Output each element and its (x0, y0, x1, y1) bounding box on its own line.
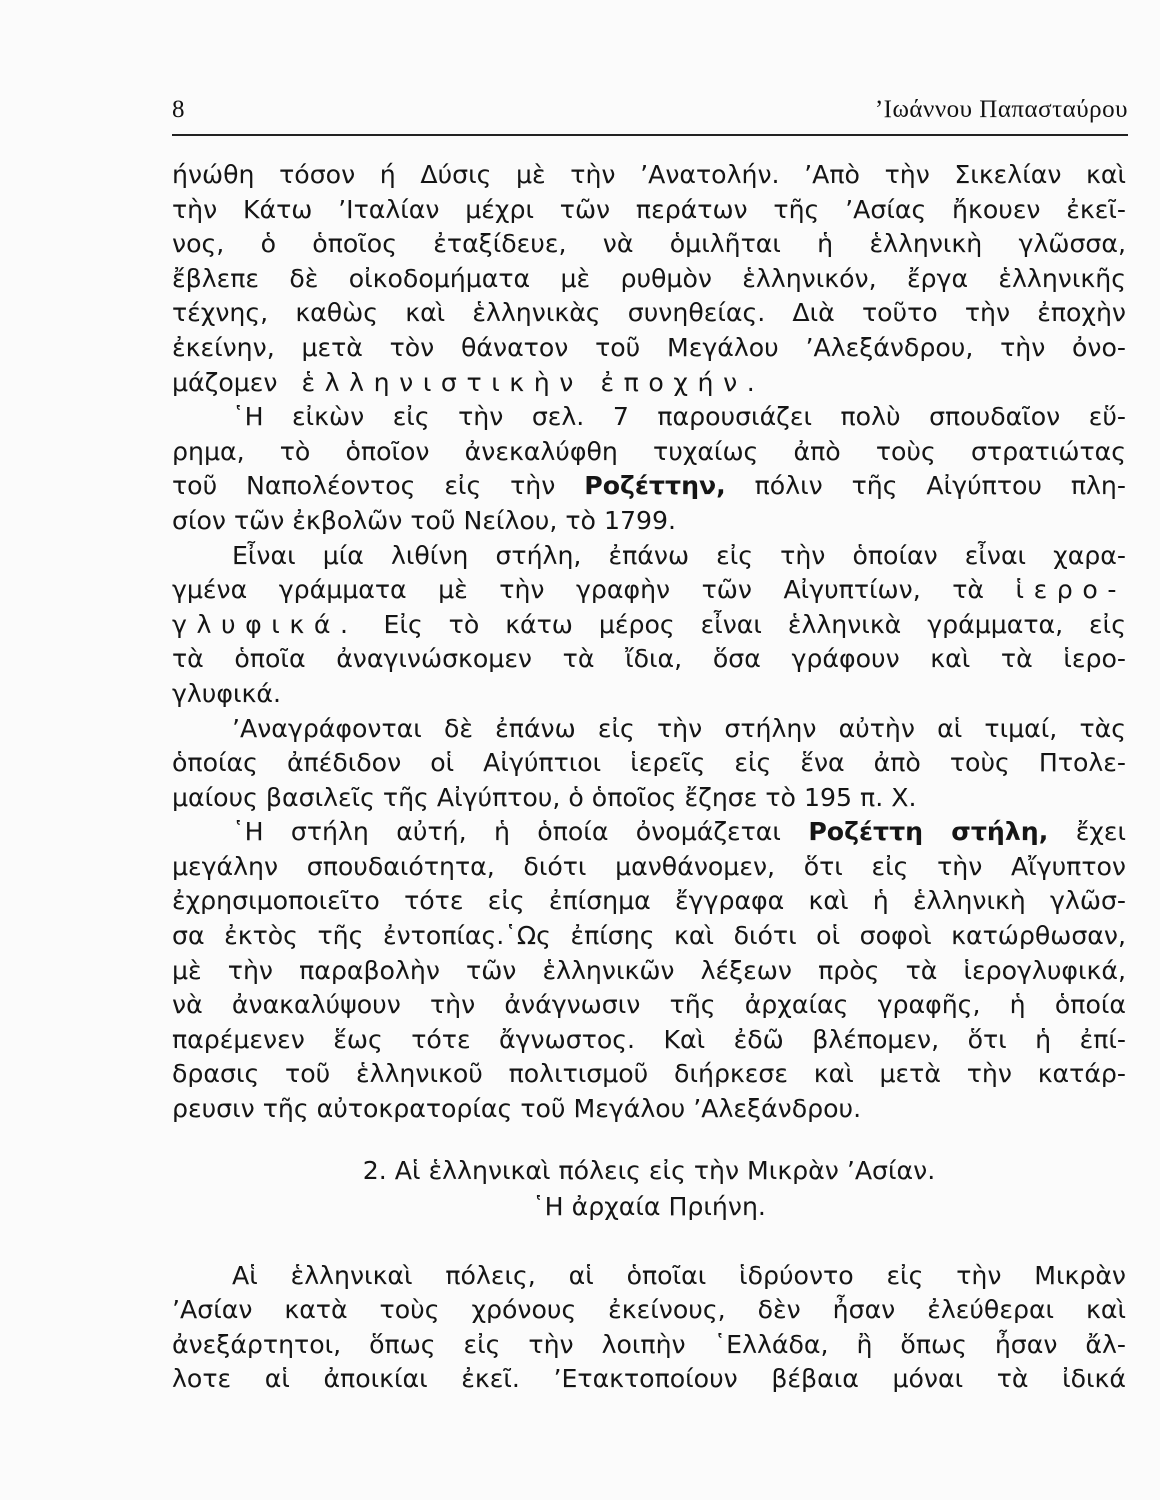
text-line: ρευσιν τῆς αὐτοκρατορίας τοῦ Μεγάλου ’Αλεξάνδρου. (172, 1094, 862, 1124)
running-head: ’Ιωάννου Παπασταύρου (874, 96, 1128, 123)
spaced-term: γλυφικά. (172, 609, 358, 639)
text-line: σίον τῶν ἐκβολῶν τοῦ Νείλου, τὸ 1799. (172, 505, 677, 535)
text-span: πόλιν τῆς Αἰγύπτου πλη- (754, 471, 1126, 501)
text-line: Αἱ ἑλληνικαὶ πόλεις, αἱ ὁποῖαι ἱδρύοντο εἰς τὴν Μικρὰν (232, 1260, 1126, 1290)
text-line: τέχνης, καθὼς καὶ ἑλληνικὰς συνηθείας. Διὰ τοῦτο τὴν ἐποχὴν (172, 298, 1126, 328)
text-span: ἔχει (1075, 817, 1126, 847)
text-line (172, 815, 1126, 850)
text-span: Εἰς τὸ κάτω μέρος εἶναι ἑλληνικὰ γράμματα, εἰς (383, 609, 1126, 639)
page-header (172, 94, 1128, 134)
text-line: λοτε αἱ ἀποικίαι ἐκεῖ. ’Ετακτοποίουν βέβαια μόναι τὰ ἰδικά (172, 1364, 1126, 1394)
text-line: ’Ασίαν κατὰ τοὺς χρόνους ἐκείνους, δὲν ἦσαν ἐλεύθεραι καὶ (172, 1295, 1126, 1325)
text-line: ῾Η εἰκὼν εἰς τὴν σελ. 7 παρουσιάζει πολὺ σπουδαῖον εὕ- (232, 402, 1126, 432)
spaced-term: ἱερο- (1015, 575, 1126, 605)
text-line: ἔβλεπε δὲ οἰκοδομήματα μὲ ρυθμὸν ἑλληνικόν, ἔργα ἑλληνικῆς (172, 263, 1126, 293)
text-line (172, 366, 1126, 401)
text-line: τὰ ὁποῖα ἀναγινώσκομεν τὰ ἴδια, ὅσα γράφουν καὶ τὰ ἱερο- (172, 644, 1126, 674)
bold-term: Ροζέττη στήλη, (808, 817, 1049, 847)
text-line (172, 608, 1126, 643)
page-number: 8 (172, 96, 185, 123)
text-line: ἀνεξάρτητοι, ὅπως εἰς τὴν λοιπὴν ῾Ελλάδα, ἢ ὅπως ἦσαν ἄλ- (172, 1329, 1126, 1359)
text-line: γλυφικά. (172, 678, 281, 708)
spaced-term: ἑλληνιστικὴν ἐποχήν. (301, 367, 765, 397)
text-line: μεγάλην σπουδαιότητα, διότι μανθάνομεν, ὅτι εἰς τὴν Αἴγυπτον (172, 851, 1126, 881)
text-line: ἐκείνην, μετὰ τὸν θάνατον τοῦ Μεγάλου ’Αλεξάνδρου, τὴν ὀνο- (172, 332, 1126, 362)
text-line: ὁποίας ἀπέδιδον οἱ Αἰγύπτιοι ἱερεῖς εἰς ἕνα ἀπὸ τοὺς Πτολε- (172, 748, 1126, 778)
body-text (172, 158, 1126, 1397)
section-subtitle: ῾Η ἀρχαία Πριήνη. (532, 1191, 766, 1221)
text-span: τοῦ Ναπολέοντος εἰς τὴν (172, 471, 556, 501)
text-line: ρημα, τὸ ὁποῖον ἀνεκαλύφθη τυχαίως ἀπὸ τοὺς στρατιώτας (172, 436, 1126, 466)
section-gap (172, 1225, 1126, 1259)
text-line: τὴν Κάτω ’Ιταλίαν μέχρι τῶν περάτων τῆς ’Ασίας ἤκουεν ἐκεῖ- (172, 194, 1126, 224)
text-span: μάζομεν (172, 367, 278, 397)
text-line: μὲ τὴν παραβολὴν τῶν ἑλληνικῶν λέξεων πρὸς τὰ ἱερογλυφικά, (172, 955, 1126, 985)
text-line: νος, ὁ ὁποῖος ἐταξίδευε, νὰ ὁμιλῆται ἡ ἑλληνικὴ γλῶσσα, (172, 229, 1126, 259)
header-rule (172, 134, 1128, 136)
text-span: γμένα γράμματα μὲ τὴν γραφὴν τῶν Αἰγυπτίων, τὰ (172, 575, 984, 605)
text-line: ’Αναγράφονται δὲ ἐπάνω εἰς τὴν στήλην αὐτὴν αἱ τιμαί, τὰς (232, 713, 1126, 743)
text-line: παρέμενεν ἕως τότε ἄγνωστος. Καὶ ἐδῶ βλέπομεν, ὅτι ἡ ἐπί- (172, 1024, 1126, 1054)
text-span: ῾Η στήλη αὐτή, ἡ ὁποία ὀνομάζεται (232, 817, 781, 847)
text-line: Εἶναι μία λιθίνη στήλη, ἐπάνω εἰς τὴν ὁποίαν εἶναι χαρα- (232, 540, 1126, 570)
text-line (172, 469, 1126, 504)
section-title: 2. Αἱ ἑλληνικαὶ πόλεις εἰς τὴν Μικρὰν ’Ασίαν. (362, 1155, 936, 1185)
bold-term: Ροζέττην, (584, 471, 726, 501)
text-line: νὰ ἀνακαλύψουν τὴν ἀνάγνωσιν τῆς ἀρχαίας γραφῆς, ἡ ὁποία (172, 990, 1126, 1020)
text-line: μαίους βασιλεῖς τῆς Αἰγύπτου, ὁ ὁποῖος ἔζησε τὸ 195 π. Χ. (172, 782, 917, 812)
text-line: σα ἐκτὸς τῆς ἐντοπίας.῾Ως ἐπίσης καὶ διότι οἱ σοφοὶ κατώρθωσαν, (172, 921, 1126, 951)
text-line: δρασις τοῦ ἑλληνικοῦ πολιτισμοῦ διήρκεσε καὶ μετὰ τὴν κατάρ- (172, 1059, 1126, 1089)
text-line: ήνώθη τόσον ή Δύσις μὲ τὴν ’Ανατολήν. ’Απὸ τὴν Σικελίαν καὶ (172, 160, 1126, 189)
section-gap (172, 1127, 1126, 1153)
text-line: ἐχρησιμοποιεῖτο τότε εἰς ἐπίσημα ἔγγραφα καὶ ἡ ἑλληνικὴ γλῶσ- (172, 886, 1126, 916)
text-line (172, 573, 1126, 608)
